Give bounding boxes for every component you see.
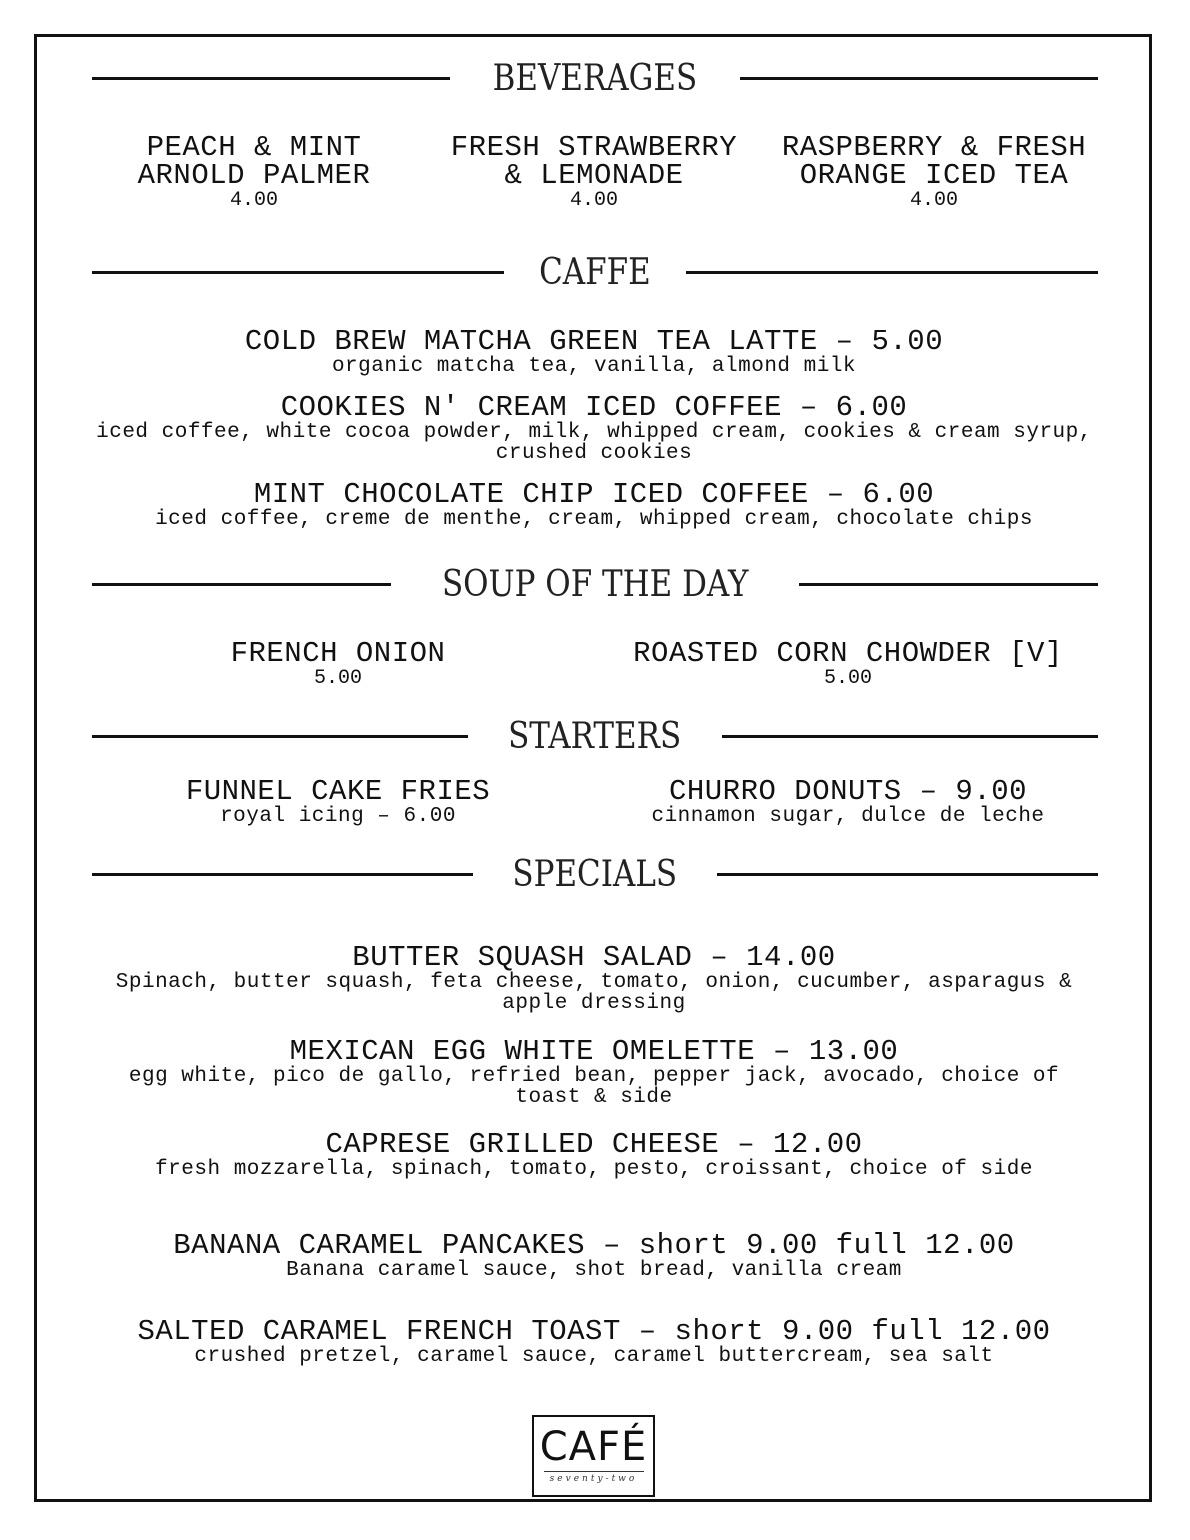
menu-item-beverage bbox=[774, 131, 1094, 212]
menu-item-starter bbox=[148, 775, 528, 828]
item-title: & LEMONADE bbox=[504, 159, 684, 192]
item-description: cinnamon sugar, dulce de leche bbox=[651, 805, 1045, 828]
item-title: CHURRO DONUTS – 9.00 bbox=[668, 775, 1028, 808]
menu-item-soup bbox=[608, 637, 1088, 690]
item-price: 5.00 bbox=[313, 667, 362, 690]
item-description: iced coffee, white cocoa powder, milk, whipped cream, cookies & cream syrup, crushed cookies bbox=[96, 421, 1092, 465]
divider bbox=[92, 77, 450, 80]
item-title: COOKIES N' CREAM ICED COFFEE – 6.00 bbox=[280, 391, 908, 424]
divider bbox=[92, 583, 391, 586]
section-title: CAFFE bbox=[539, 251, 651, 293]
item-title: SALTED CARAMEL FRENCH TOAST – short 9.00 full 12.00 bbox=[137, 1315, 1051, 1348]
menu-item-special bbox=[94, 941, 1094, 1015]
divider bbox=[92, 873, 473, 876]
item-description: iced coffee, creme de menthe, cream, whipped cream, chocolate chips bbox=[155, 508, 1033, 531]
logo-wordmark: CAFÉ bbox=[539, 1424, 648, 1470]
menu-item-special bbox=[94, 1315, 1094, 1368]
section-header-soup bbox=[92, 564, 1098, 604]
logo-tagline: seventy-two bbox=[549, 1474, 638, 1484]
section-header-starters bbox=[92, 716, 1098, 756]
menu-item-special bbox=[94, 1229, 1094, 1282]
divider bbox=[722, 735, 1098, 738]
menu-item-caffe bbox=[94, 325, 1094, 378]
item-price: 4.00 bbox=[909, 189, 958, 212]
menu-item-caffe bbox=[94, 391, 1094, 465]
section-header-beverages bbox=[92, 58, 1098, 98]
divider bbox=[717, 873, 1098, 876]
menu-item-special bbox=[94, 1128, 1094, 1181]
item-title: CAPRESE GRILLED CHEESE – 12.00 bbox=[325, 1128, 863, 1161]
item-description: royal icing – 6.00 bbox=[220, 805, 456, 828]
item-title: ROASTED CORN CHOWDER [V] bbox=[633, 637, 1063, 670]
section-title: SPECIALS bbox=[512, 853, 678, 895]
menu-item-beverage bbox=[434, 131, 754, 212]
item-title: RASPBERRY & FRESH bbox=[781, 131, 1087, 164]
item-title: BANANA CARAMEL PANCAKES – short 9.00 full 12.00 bbox=[173, 1229, 1015, 1262]
menu-item-soup bbox=[178, 637, 498, 690]
item-title: PEACH & MINT bbox=[146, 131, 362, 164]
item-price: 4.00 bbox=[229, 189, 278, 212]
item-title: MEXICAN EGG WHITE OMELETTE – 13.00 bbox=[289, 1035, 899, 1068]
section-header-specials bbox=[92, 854, 1098, 894]
item-title: ARNOLD PALMER bbox=[137, 159, 371, 192]
item-title: COLD BREW MATCHA GREEN TEA LATTE – 5.00 bbox=[244, 325, 944, 358]
section-header-caffe bbox=[92, 252, 1098, 292]
item-price: 5.00 bbox=[823, 667, 872, 690]
section-title: BEVERAGES bbox=[492, 57, 698, 99]
menu-item-caffe bbox=[94, 478, 1094, 531]
logo-rule bbox=[544, 1471, 644, 1472]
section-title: STARTERS bbox=[508, 715, 682, 757]
item-title: FUNNEL CAKE FRIES bbox=[185, 775, 491, 808]
section-title: SOUP OF THE DAY bbox=[441, 563, 749, 605]
menu-item-starter bbox=[618, 775, 1078, 828]
item-description: organic matcha tea, vanilla, almond milk bbox=[331, 355, 857, 378]
item-title: BUTTER SQUASH SALAD – 14.00 bbox=[352, 941, 836, 974]
item-title: FRENCH ONION bbox=[230, 637, 446, 670]
menu-item-beverage bbox=[94, 131, 414, 212]
item-description: Spinach, butter squash, feta cheese, tomato, onion, cucumber, asparagus & apple dressing bbox=[115, 971, 1073, 1015]
divider bbox=[799, 583, 1098, 586]
item-title: MINT CHOCOLATE CHIP ICED COFFEE – 6.00 bbox=[253, 478, 935, 511]
menu-item-special bbox=[94, 1035, 1094, 1109]
divider bbox=[92, 735, 468, 738]
item-description: Banana caramel sauce, shot bread, vanilla cream bbox=[286, 1259, 902, 1282]
item-description: crushed pretzel, caramel sauce, caramel buttercream, sea salt bbox=[194, 1345, 994, 1368]
item-price: 4.00 bbox=[569, 189, 618, 212]
item-title: FRESH STRAWBERRY bbox=[450, 131, 738, 164]
cafe-logo bbox=[532, 1415, 655, 1497]
item-description: egg white, pico de gallo, refried bean, pepper jack, avocado, choice of toast & side bbox=[128, 1065, 1060, 1109]
item-description: fresh mozzarella, spinach, tomato, pesto, croissant, choice of side bbox=[155, 1158, 1033, 1181]
divider bbox=[686, 271, 1098, 274]
divider bbox=[92, 271, 504, 274]
item-title: ORANGE ICED TEA bbox=[799, 159, 1069, 192]
divider bbox=[740, 77, 1098, 80]
